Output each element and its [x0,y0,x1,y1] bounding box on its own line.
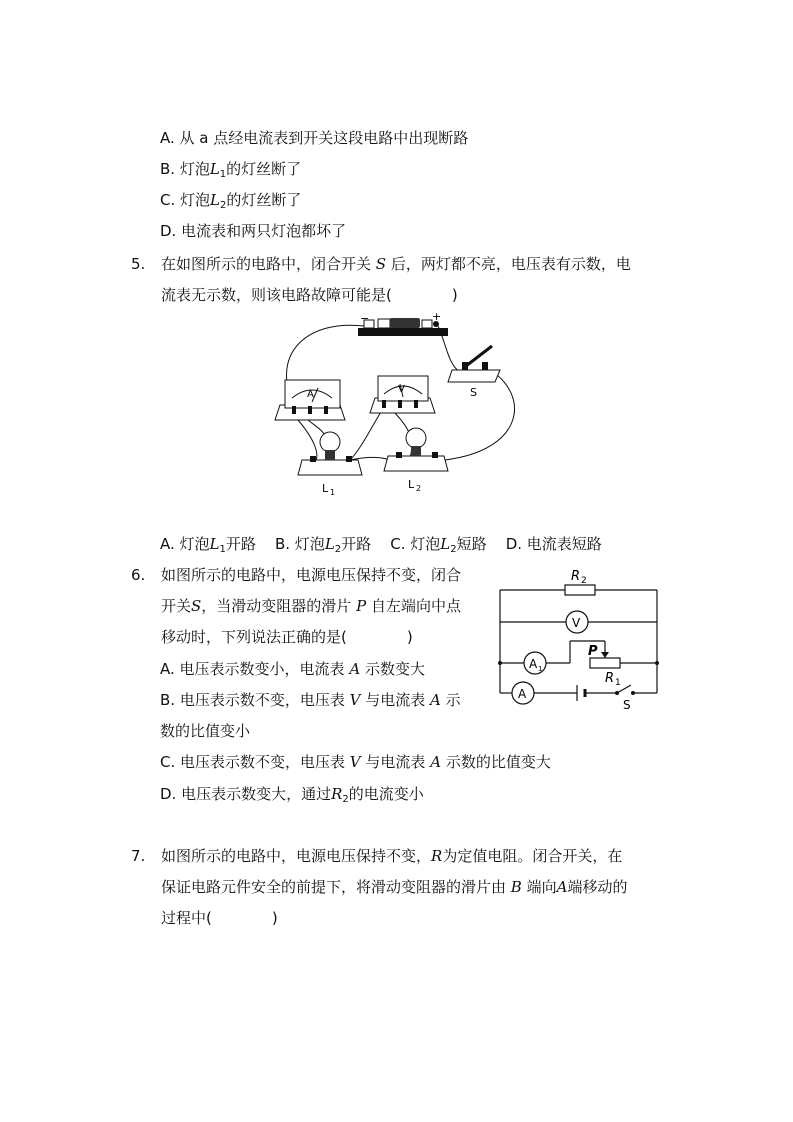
q6-stem-line1: 6. 如图所示的电路中，电源电压保持不变，闭合 [131,566,462,584]
svg-text:A: A [307,389,314,400]
svg-text:P: P [588,644,598,659]
svg-text:V: V [398,384,405,395]
svg-text:1: 1 [330,488,336,497]
q6-option-b: B. 电压表示数不变，电压表 V 与电流表 A 示 [160,691,461,709]
svg-text:S: S [623,698,631,712]
q7-stem-line3: 过程中( ) [161,909,278,927]
svg-text:L: L [322,482,329,495]
q6-option-b-line2: 数的比值变小 [160,722,251,740]
battery-icon [577,685,585,701]
q7-stem-line2: 保证电路元件安全的前提下，将滑动变阻器的滑片由 B 端向A端移动的 [161,878,628,896]
ammeter-icon [275,380,345,420]
svg-text:−: − [360,312,370,325]
svg-text:V: V [572,616,581,630]
q6-option-c: C. 电压表示数不变，电压表 V 与电流表 A 示数的比值变大 [160,753,551,771]
q6-stem-line3: 移动时，下列说法正确的是( ) [161,628,413,646]
q6-option-a: A. 电压表示数变小，电流表 A 示数变大 [160,660,425,678]
lamp-l2-icon [384,428,448,471]
switch-icon [448,346,500,382]
r1-rheostat-icon [590,658,620,668]
svg-text:+: + [432,310,442,323]
q5-stem-line1: 5. 在如图所示的电路中，闭合开关 S 后，两灯都不亮，电压表有示数，电 [131,255,631,273]
q4-option-b: B. 灯泡$L_1$的灯丝断了 [160,160,302,180]
svg-text:A: A [518,687,527,701]
svg-text:L: L [408,478,415,491]
q6-option-d: D. 电压表示数变大，通过$R_2$的电流变小 [160,785,424,805]
svg-text:A: A [529,657,538,671]
q7-stem-line1: 7. 如图所示的电路中，电源电压保持不变，R为定值电阻。闭合开关，在 [131,847,623,865]
svg-text:1: 1 [538,665,543,673]
q5-stem-line2: 流表无示数，则该电路故障可能是( ) [161,286,458,304]
svg-text:S: S [470,386,477,399]
q5-options: A. 灯泡$L_1$开路 B. 灯泡$L_2$开路 C. 灯泡$L_2$短路 D. 电流表短路 [160,535,602,555]
svg-text:2: 2 [581,576,587,586]
slider-arrow-icon [601,652,609,658]
lamp-l1-icon [298,432,362,475]
svg-text:R: R [571,569,581,584]
q5-circuit-figure [270,310,530,500]
q6-stem-line2: 开关S，当滑动变阻器的滑片 P 自左端向中点 [161,597,461,615]
q4-option-c: C. 灯泡$L_2$的灯丝断了 [160,191,302,211]
q4-option-a: A. 从 a 点经电流表到开关这段电路中出现断路 [160,129,469,147]
q6-circuit-figure [495,565,665,715]
svg-text:R: R [605,671,615,686]
r2-resistor-icon [565,585,595,595]
svg-text:1: 1 [615,678,621,688]
q4-option-d: D. 电流表和两只灯泡都坏了 [160,222,347,240]
svg-text:2: 2 [416,484,422,493]
